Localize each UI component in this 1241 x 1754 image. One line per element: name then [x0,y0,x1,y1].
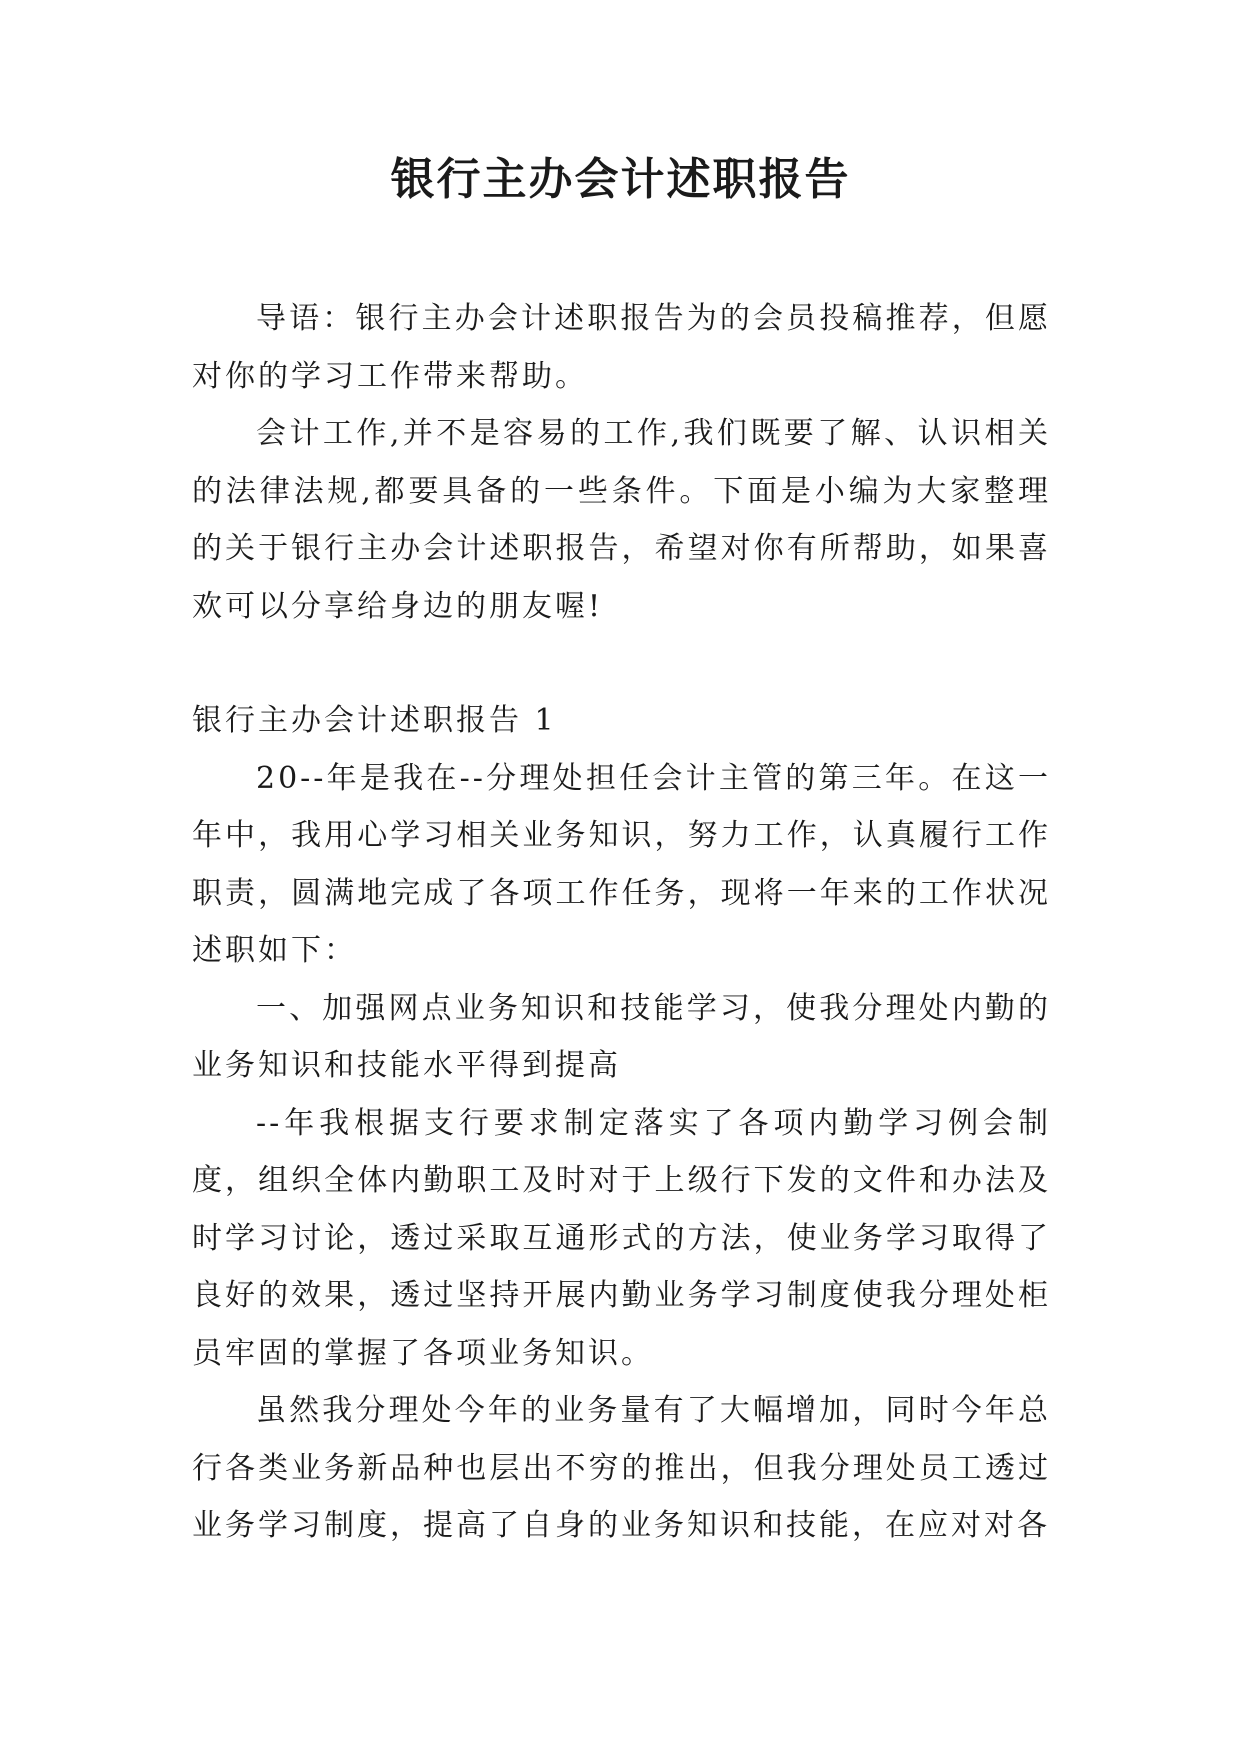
section-paragraph: 虽然我分理处今年的业务量有了大幅增加，同时今年总行各类业务新品种也层出不穷的推出，但我分理处员工透过业务学习制度，提高了自身的业务知识和技能，在应对对各 [192,1393,1051,1543]
document-title: 银行主办会计述职报告 [390,154,851,205]
section-paragraph: 一、加强网点业务知识和技能学习，使我分理处内勤的业务知识和技能水平得到提高 [192,990,1051,1083]
section-paragraph: --年我根据支行要求制定落实了各项内勤学习例会制度，组织全体内勤职工及时对于上级行下发的文件和办法及时学习讨论，透过采取互通形式的方法，使业务学习取得了良好的效果，透过坚持开展内勤业务学习制度使我分理处柜员牢固的掌握了各项业务知识。 [192,1105,1051,1371]
report-section [192,692,1051,1555]
intro-paragraph: 导语：银行主办会计述职报告为的会员投稿推荐，但愿对你的学习工作带来帮助。 [192,301,1051,394]
intro-section [192,290,1051,635]
section-heading: 银行主办会计述职报告 1 [192,703,557,738]
intro-paragraph: 会计工作,并不是容易的工作,我们既要了解、认识相关的法律法规,都要具备的一些条件。下面是小编为大家整理的关于银行主办会计述职报告，希望对你有所帮助，如果喜欢可以分享给身边的朋友喔! [192,416,1051,624]
section-paragraph: 20--年是我在--分理处担任会计主管的第三年。在这一年中，我用心学习相关业务知识，努力工作，认真履行工作职责，圆满地完成了各项工作任务，现将一年来的工作状况述职如下： [192,760,1051,968]
